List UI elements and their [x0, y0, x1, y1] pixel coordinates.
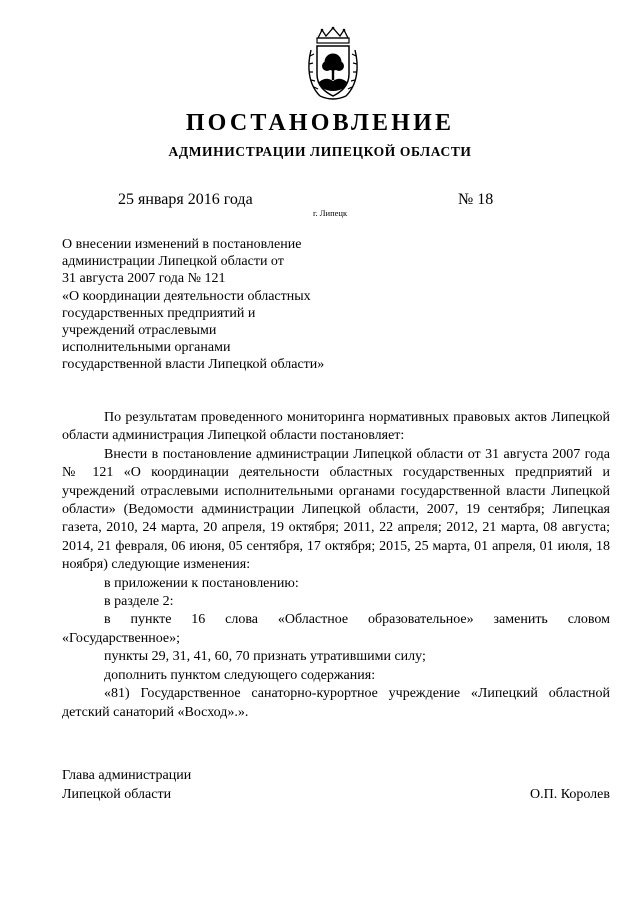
signature-position — [62, 766, 191, 804]
signature-position-line: Глава администрации — [62, 768, 192, 783]
lipetsk-coat-of-arms-icon — [304, 26, 362, 104]
body-paragraph: в разделе 2: — [104, 594, 174, 610]
signature-position-line: Липецкой области — [62, 787, 172, 802]
subject-line: «О координации деятельности областных — [62, 288, 311, 304]
body-paragraph: Внести в постановление администрации Липецкой области от 31 августа 2007 года № 121 «О координации деятельности областных государственных предприятий и учреждений отраслевыми исполнительными органами государственной власти Липецкой области» (Ведомости администрации Липецкой области, 2007, 19 сентября; Липецкая газета, 2010, 24 марта, 20 апреля, 19 октября; 2011, 22 апреля; 2012, 21 марта, 08 августа; 2014, 21 февраля, 06 июня, 05 сентября, 17 октября; 2015, 25 марта, 01 апреля, 01 июля, 18 ноября) следующие изменения: — [62, 446, 610, 573]
body-paragraph: «81) Государственное санаторно-курортное учреждение «Липецкий областной детский санаторий «Восход».». — [62, 686, 610, 720]
document-date: 25 января 2016 года — [118, 191, 253, 208]
signature-name: О.П. Королев — [530, 787, 610, 802]
body-paragraph: пункты 29, 31, 41, 60, 70 признать утратившими силу; — [104, 649, 426, 665]
subject-line: государственных предприятий и — [62, 305, 256, 321]
document-body — [62, 409, 610, 722]
subject-line: исполнительными органами — [62, 340, 231, 356]
body-paragraph: в пункте 16 слова «Областное образовательное» заменить словом «Государственное»; — [62, 612, 610, 646]
subject-line: государственной власти Липецкой области» — [62, 357, 325, 373]
subject-line: учреждений отраслевыми — [62, 323, 217, 339]
subject-line: администрации Липецкой области от — [62, 254, 284, 270]
document-subtitle: АДМИНИСТРАЦИИ ЛИПЕЦКОЙ ОБЛАСТИ — [168, 144, 472, 159]
document-title: ПОСТАНОВЛЕНИЕ — [185, 110, 455, 136]
body-paragraph: в приложении к постановлению: — [104, 575, 299, 591]
document-subject — [62, 236, 382, 374]
body-paragraph: По результатам проведенного мониторинга нормативных правовых актов Липецкой области администрация Липецкой области постановляет: — [62, 410, 610, 444]
subject-line: О внесении изменений в постановление — [62, 237, 302, 252]
document-city: г. Липецк — [313, 208, 348, 218]
document-number: № 18 — [458, 191, 494, 208]
body-paragraph: дополнить пунктом следующего содержания: — [104, 667, 376, 683]
subject-line: 31 августа 2007 года № 121 — [62, 271, 226, 287]
